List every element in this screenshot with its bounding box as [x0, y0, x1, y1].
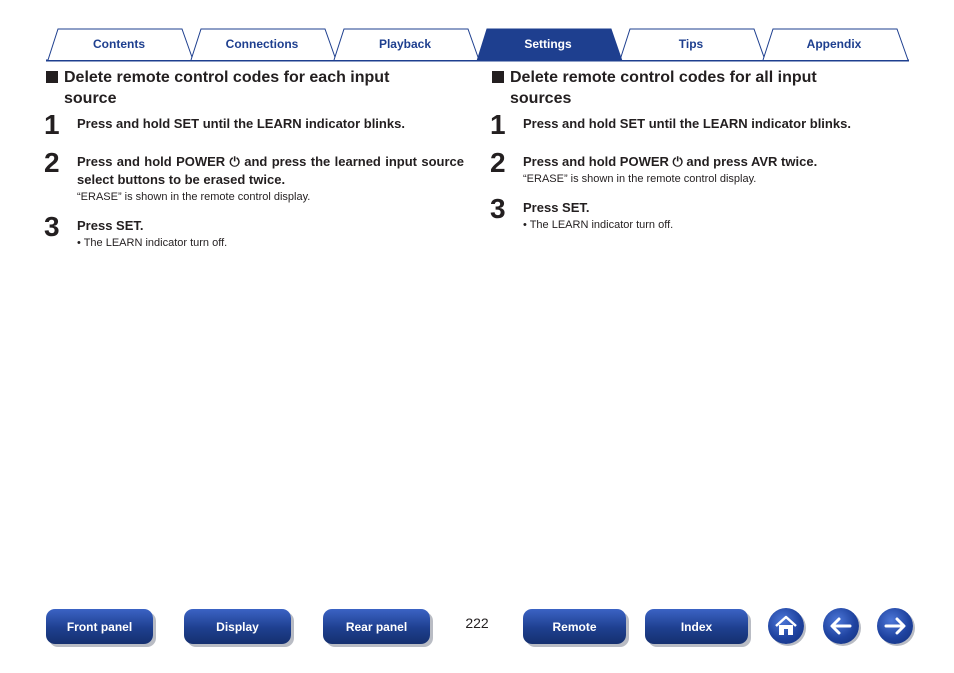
remote-button[interactable]: Remote: [523, 609, 626, 644]
tab-contents[interactable]: Contents: [93, 37, 145, 51]
step-note: • The LEARN indicator turn off.: [77, 237, 228, 249]
section-all-inputs: [490, 67, 910, 244]
heading-line-2: source: [64, 90, 117, 107]
step-instruction: Press and hold POWER ⏻ and press the learned input source select buttons to be erased twice.: [77, 154, 464, 187]
forward-button[interactable]: [877, 608, 913, 644]
heading-square-icon: [492, 71, 504, 83]
rear-panel-button[interactable]: Rear panel: [323, 609, 430, 644]
step-number: 1: [490, 109, 506, 140]
section-heading: [44, 67, 464, 109]
tab-settings[interactable]: Settings: [524, 37, 572, 51]
section-heading: [490, 67, 910, 109]
section-each-input: [44, 67, 464, 262]
step: [44, 109, 464, 140]
step: [490, 109, 910, 140]
step: [44, 211, 464, 251]
back-button[interactable]: [823, 608, 859, 644]
heading-line-1: Delete remote control codes for each input: [64, 69, 390, 86]
heading-line-1: Delete remote control codes for all input: [510, 69, 817, 86]
step-note: “ERASE” is shown in the remote control display.: [523, 173, 757, 185]
front-panel-button[interactable]: Front panel: [46, 609, 153, 644]
step-instruction: Press and hold POWER ⏻ and press AVR twice.: [523, 154, 818, 169]
step-number: 2: [490, 147, 506, 178]
tab-appendix[interactable]: Appendix: [806, 37, 862, 51]
tab-shapes: [46, 27, 909, 63]
step-note: “ERASE” is shown in the remote control display.: [77, 191, 311, 203]
tab-playback[interactable]: Playback: [378, 37, 432, 51]
step-number: 1: [44, 109, 60, 140]
step-instruction: Press SET.: [77, 218, 144, 233]
display-button[interactable]: Display: [184, 609, 291, 644]
step-number: 2: [44, 147, 60, 178]
page-number: 222: [465, 615, 489, 631]
tab-connections[interactable]: Connections: [225, 37, 299, 51]
arrow-right-icon: [877, 608, 913, 644]
step-number: 3: [490, 193, 506, 224]
tab-tips[interactable]: Tips: [678, 37, 704, 51]
heading-square-icon: [46, 71, 58, 83]
tab-bar: [46, 27, 909, 63]
step-note: • The LEARN indicator turn off.: [523, 219, 674, 231]
heading-line-2: sources: [510, 90, 572, 107]
step-instruction: Press SET.: [523, 200, 590, 215]
index-button[interactable]: Index: [645, 609, 748, 644]
home-icon: [768, 608, 804, 644]
step-number: 3: [44, 211, 60, 242]
step: [44, 147, 464, 205]
home-button[interactable]: [768, 608, 804, 644]
step: [490, 193, 910, 233]
step: [490, 147, 910, 187]
step-instruction: Press and hold SET until the LEARN indicator blinks.: [523, 116, 851, 131]
step-instruction: Press and hold SET until the LEARN indicator blinks.: [77, 116, 405, 131]
arrow-left-icon: [823, 608, 859, 644]
